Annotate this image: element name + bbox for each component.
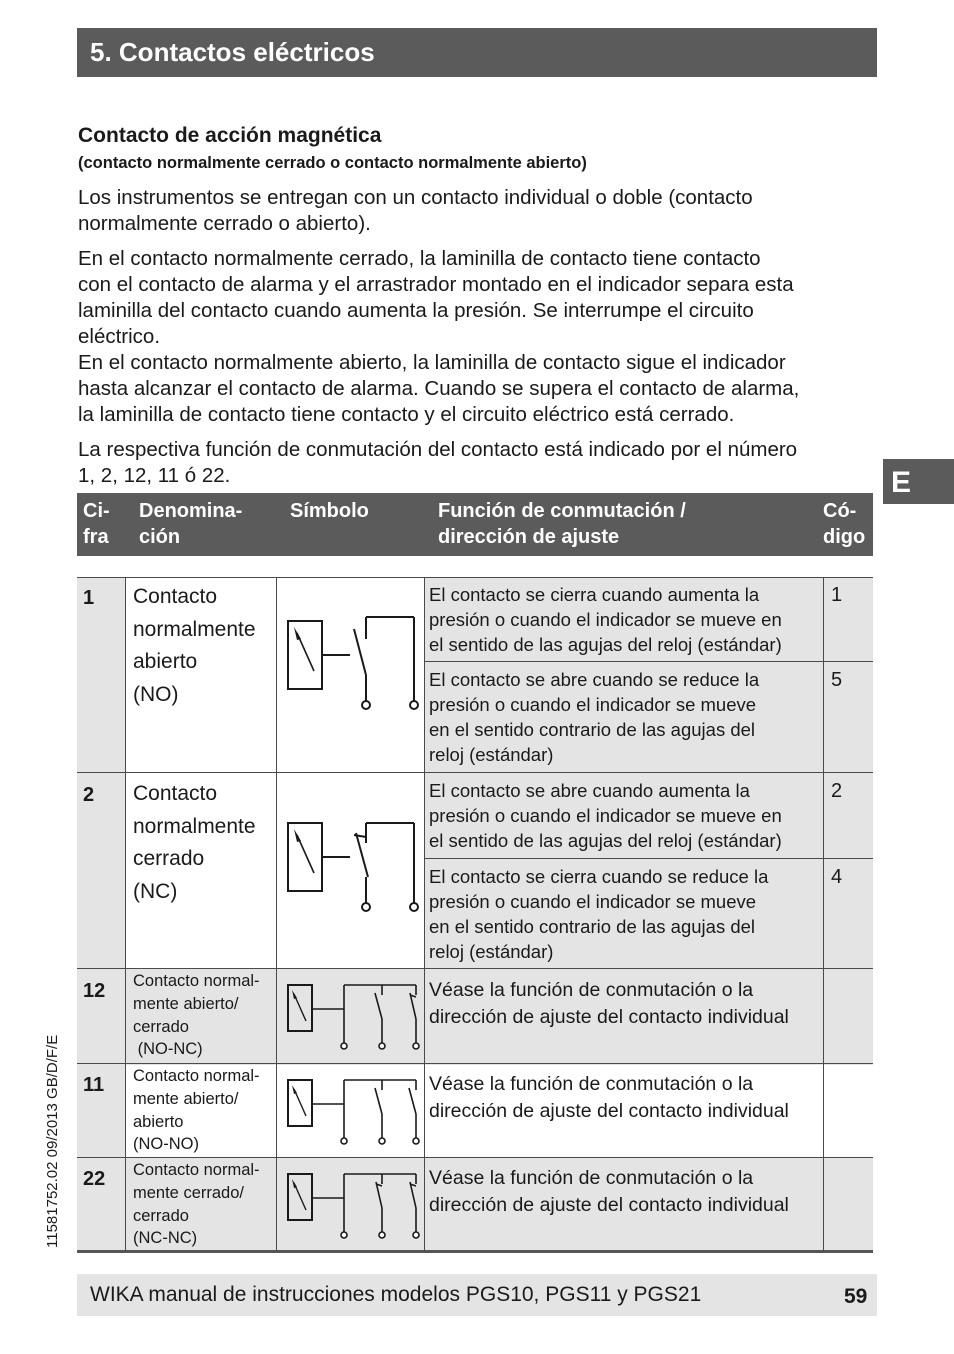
- function-text: El contacto se cierra cuando se reduce la presión o cuando el indicador se mueve en el sentido contrario de las agujas del reloj (estándar): [429, 866, 769, 962]
- paragraph-description: En el contacto normalmente cerrado, la laminilla de contacto tiene contacto con el contacto de alarma y el arrastrador montado en el indicador separa esta laminilla del contacto cuando aumenta la presión. Se interrumpe el circuito eléctrico. En el contacto normalmente abierto, la laminilla de contacto sigue el indicador hasta alcanzar el contacto de alarma. Cuando se supera el contacto de alarma, la laminilla de contacto tiene contacto y el circuito eléctrico está cerrado.: [78, 247, 800, 426]
- function-code: 4: [831, 866, 843, 888]
- function-text: El contacto se abre cuando se reduce la presión o cuando el indicador se mueve en el sentido contrario de las agujas del reloj (estándar): [429, 669, 760, 765]
- document-code: 11581752.02 09/2013 GB/D/F/E: [44, 1034, 61, 1248]
- row-denominacion: Contacto normal- mente abierto/ cerrado (NO-NC): [133, 972, 260, 1059]
- row-denominacion: Contacto normalmente cerrado (NC): [133, 782, 256, 903]
- chapter-header: 5. Contactos eléctricos: [77, 28, 877, 77]
- contact-table: [77, 577, 873, 1253]
- no-contact-symbol: [282, 611, 422, 715]
- function-text: El contacto se cierra cuando aumenta la presión o cuando el indicador se mueve en el sentido de las agujas del reloj (estándar): [429, 584, 782, 655]
- row-cifra: 22: [83, 1168, 106, 1190]
- nc-nc-contact-symbol: [282, 1168, 422, 1242]
- function-code: 5: [831, 669, 843, 691]
- row-cifra: 2: [83, 784, 95, 806]
- header-simbolo: Símbolo: [290, 500, 369, 522]
- page-number: 59: [844, 1285, 868, 1308]
- function-text: Véase la función de conmutación o la dirección de ajuste del contacto individual: [429, 1167, 789, 1216]
- header-cifra: Ci- fra: [83, 500, 110, 548]
- row-denominacion: Contacto normalmente abierto (NO): [133, 585, 256, 706]
- function-text: El contacto se abre cuando aumenta la presión o cuando el indicador se mueve en el sentido de las agujas del reloj (estándar): [429, 780, 782, 851]
- language-tab: E: [883, 459, 954, 504]
- row-cifra: 11: [83, 1074, 105, 1096]
- section-title: Contacto de acción magnética: [78, 124, 382, 147]
- table-header: [77, 493, 873, 556]
- paragraph-intro: Los instrumentos se entregan con un contacto individual o doble (contacto normalmente cerrado o abierto).: [78, 186, 753, 235]
- section-subtitle: (contacto normalmente cerrado o contacto normalmente abierto): [78, 154, 587, 172]
- row-denominacion: Contacto normal- mente cerrado/ cerrado (NC-NC): [133, 1161, 260, 1248]
- function-text: Véase la función de conmutación o la dirección de ajuste del contacto individual: [429, 1073, 789, 1122]
- row-cifra: 1: [83, 587, 95, 609]
- paragraph-function-number: La respectiva función de conmutación del contacto está indicado por el número 1, 2, 12, 11 ó 22.: [78, 438, 798, 487]
- row-denominacion: Contacto normal- mente abierto/ abierto (NO-NO): [133, 1067, 260, 1154]
- nc-contact-symbol: [282, 813, 422, 917]
- footer-text: WIKA manual de instrucciones modelos PGS10, PGS11 y PGS21: [90, 1283, 702, 1306]
- header-funcion: Función de conmutación / dirección de ajuste: [438, 500, 686, 548]
- function-code: 1: [831, 584, 843, 606]
- header-codigo: Có- digo: [823, 500, 866, 548]
- no-no-contact-symbol: [282, 1074, 422, 1148]
- function-code: 2: [831, 780, 843, 802]
- no-nc-contact-symbol: [282, 979, 422, 1053]
- function-text: Véase la función de conmutación o la dirección de ajuste del contacto individual: [429, 979, 789, 1028]
- header-denominacion: Denomina- ción: [139, 500, 243, 548]
- row-cifra: 12: [83, 980, 106, 1002]
